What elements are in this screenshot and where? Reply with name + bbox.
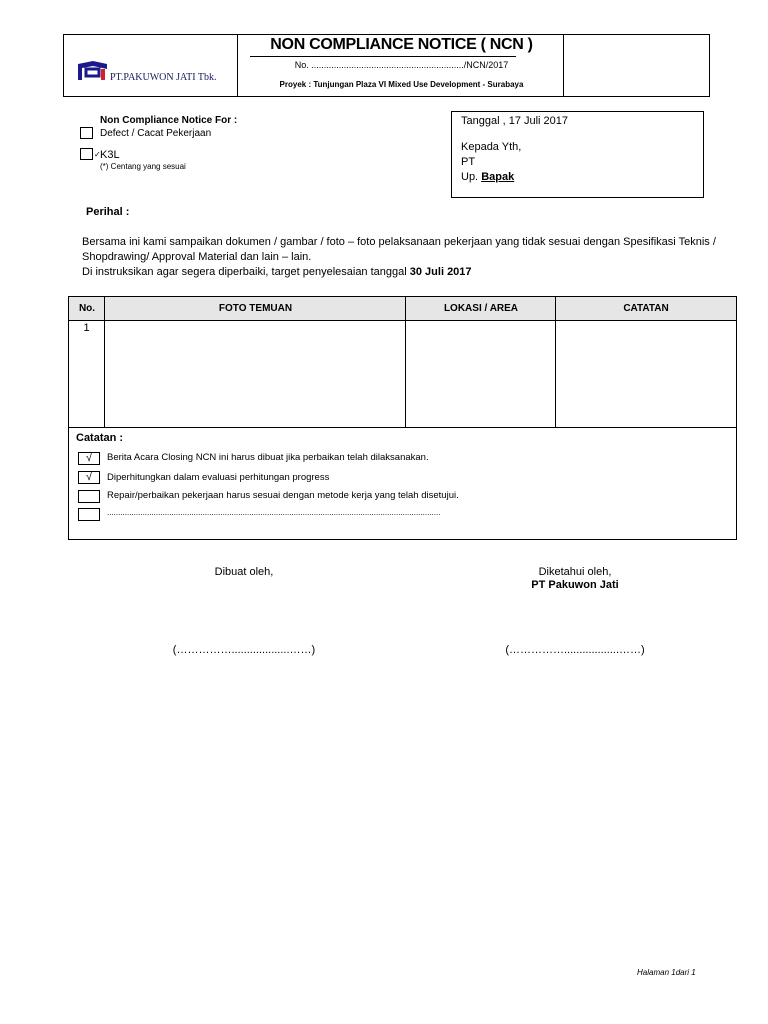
body-line-1: Bersama ini kami sampaikan dokumen / gambar / foto – foto pelaksanaan pekerjaan yang tidak sesuai dengan Spesifikasi Teknis /: [82, 236, 716, 248]
defect-checkbox[interactable]: [80, 127, 93, 139]
body-line-3: [82, 265, 722, 280]
col-header-lokasi: LOKASI / AREA: [406, 297, 556, 321]
created-by-label: Dibuat oleh,: [214, 566, 274, 578]
company-name: PT.PAKUWON JATI Tbk.: [110, 72, 217, 83]
k3l-option-label: K3L: [100, 149, 120, 161]
note-checkbox-4[interactable]: [78, 508, 100, 521]
checkbox-note: (*) Centang yang sesuai: [100, 162, 186, 171]
note-checkbox-1[interactable]: √: [78, 452, 100, 465]
subject-label: Perihal :: [86, 206, 130, 218]
company-logo-icon: [77, 60, 108, 82]
findings-table: [68, 296, 737, 428]
col-divider: [555, 297, 556, 427]
document-title: NON COMPLIANCE NOTICE ( NCN ): [270, 36, 533, 53]
target-date: 30 Juli 2017: [409, 266, 472, 278]
col-header-foto: FOTO TEMUAN: [105, 297, 406, 321]
note-checkbox-2[interactable]: √: [78, 471, 100, 484]
note-text-4: ......................................................................................................................................................: [107, 508, 441, 517]
recipient-attention: [461, 171, 514, 183]
created-by-signature-line: (……………...................……): [172, 644, 316, 656]
up-label: Up.: [461, 171, 479, 183]
title-divider: [250, 56, 516, 57]
date-text: Tanggal , 17 Juli 2017: [461, 115, 569, 127]
col-header-no: No.: [69, 297, 105, 321]
row-number: 1: [83, 322, 90, 334]
note-text-2: Diperhitungkan dalam evaluasi perhitungan progress: [107, 472, 330, 483]
up-name: Bapak: [481, 171, 515, 183]
body-paragraph: [82, 235, 722, 280]
k3l-mark: ✓: [94, 150, 101, 159]
logo-cell: [64, 35, 238, 96]
note-text-1: Berita Acara Closing NCN ini harus dibuat jika perbaikan telah dilaksanakan.: [107, 452, 429, 463]
defect-option-label: Defect / Cacat Pekerjaan: [100, 128, 212, 139]
recipient-greeting: Kepada Yth,: [461, 141, 522, 153]
notes-title: Catatan :: [76, 432, 124, 444]
page-footer: Halaman 1dari 1: [637, 968, 696, 977]
notes-section: [68, 427, 737, 540]
notice-for-label: Non Compliance Notice For :: [100, 115, 238, 126]
recipient-info-box: [451, 111, 704, 198]
recipient-company: PT: [461, 156, 476, 168]
note-text-3: Repair/perbaikan pekerjaan harus sesuai dengan metode kerja yang telah disetujui.: [107, 490, 459, 501]
k3l-checkbox[interactable]: [80, 148, 93, 160]
col-header-catatan: CATATAN: [556, 297, 736, 321]
project-name: Proyek : Tunjungan Plaza VI Mixed Use Development - Surabaya: [279, 80, 524, 89]
note-checkbox-3[interactable]: [78, 490, 100, 503]
instruction-text: Di instruksikan agar segera diperbaiki, target penyelesaian tanggal: [82, 266, 407, 278]
document-number: No. ............................................................./NCN/2017: [294, 60, 509, 70]
col-divider: [405, 297, 406, 427]
col-divider: [104, 297, 105, 427]
acknowledged-company: PT Pakuwon Jati: [531, 579, 619, 591]
acknowledged-by-label: Diketahui oleh,: [538, 566, 612, 578]
body-line-2: Shopdrawing/ Approval Material dan lain – lain.: [82, 251, 312, 263]
acknowledged-signature-line: (……………..................……): [505, 644, 645, 656]
document-header: [63, 34, 710, 97]
header-blank-cell: [563, 35, 709, 96]
